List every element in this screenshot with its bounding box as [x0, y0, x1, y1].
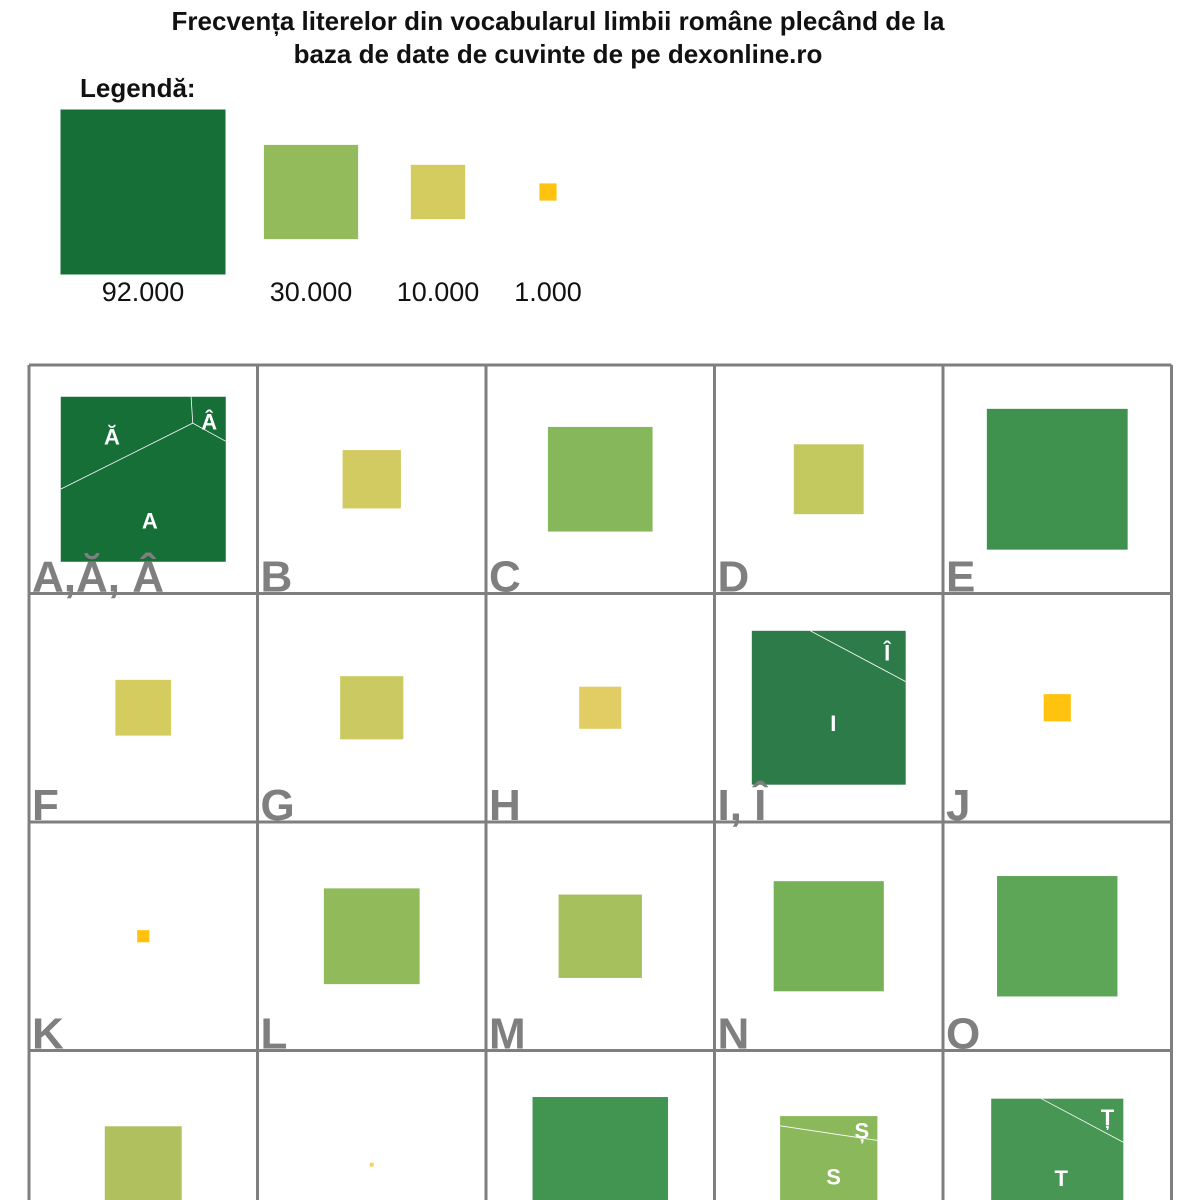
- legend-swatch: [411, 165, 465, 219]
- letter-label: O: [946, 1009, 981, 1059]
- letter-square: [533, 1097, 668, 1200]
- letter-square: [987, 409, 1128, 550]
- legend: [61, 110, 582, 308]
- letter-square: [343, 450, 401, 508]
- sub-letter-label: Ă: [103, 424, 120, 450]
- sub-letter-label: I: [830, 711, 837, 737]
- letter-square: [324, 888, 420, 984]
- letter-label: A,Ă, Â: [32, 552, 164, 602]
- letter-grid: [29, 365, 1172, 1200]
- letter-square: [105, 1126, 182, 1200]
- letter-square: [340, 676, 403, 739]
- chart-title: [171, 6, 945, 69]
- letter-square: [1044, 694, 1071, 721]
- letter-square: [115, 680, 171, 736]
- legend-label: 10.000: [396, 277, 480, 307]
- legend-swatch: [61, 110, 226, 275]
- letter-square: [752, 631, 906, 785]
- legend-title: Legendă:: [80, 73, 196, 103]
- legend-swatch: [264, 145, 358, 239]
- chart-title-line-2: baza de date de cuvinte de pe dexonline.ro: [293, 39, 823, 69]
- letter-square: [137, 930, 149, 942]
- letter-label: F: [32, 781, 59, 830]
- letter-label: G: [260, 781, 295, 830]
- legend-label: 30.000: [269, 277, 353, 307]
- letter-square: [997, 876, 1117, 996]
- sub-letter-label: Ț: [1100, 1105, 1115, 1131]
- letter-label: J: [946, 781, 971, 830]
- letter-label: I, Î: [717, 781, 767, 830]
- letter-square: [559, 895, 642, 978]
- letter-label: M: [489, 1009, 526, 1059]
- letter-label: K: [32, 1009, 64, 1059]
- letter-square: [370, 1163, 374, 1167]
- letter-label: D: [717, 552, 750, 602]
- letter-label: H: [489, 781, 521, 830]
- sub-letter-label: A: [141, 508, 158, 534]
- sub-letter-label: S: [826, 1164, 841, 1190]
- letter-label: B: [260, 552, 293, 602]
- letter-label: E: [946, 552, 976, 602]
- letter-label: C: [489, 552, 521, 602]
- letter-square: [579, 687, 621, 729]
- legend-swatch: [539, 183, 556, 200]
- letter-label: L: [260, 1009, 288, 1059]
- legend-label: 1.000: [514, 277, 582, 307]
- legend-label: 92.000: [101, 277, 185, 307]
- sub-letter-label: Ș: [854, 1118, 870, 1144]
- letter-square: [548, 427, 653, 532]
- letter-square: [794, 444, 864, 514]
- letter-label: N: [717, 1009, 750, 1059]
- chart-title-line-1: Frecvența literelor din vocabularul limbii române plecând de la: [171, 6, 945, 36]
- sub-letter-label: Î: [884, 640, 891, 666]
- sub-letter-label: T: [1054, 1165, 1068, 1191]
- letter-square: [774, 881, 884, 991]
- sub-letter-label: Â: [201, 409, 218, 435]
